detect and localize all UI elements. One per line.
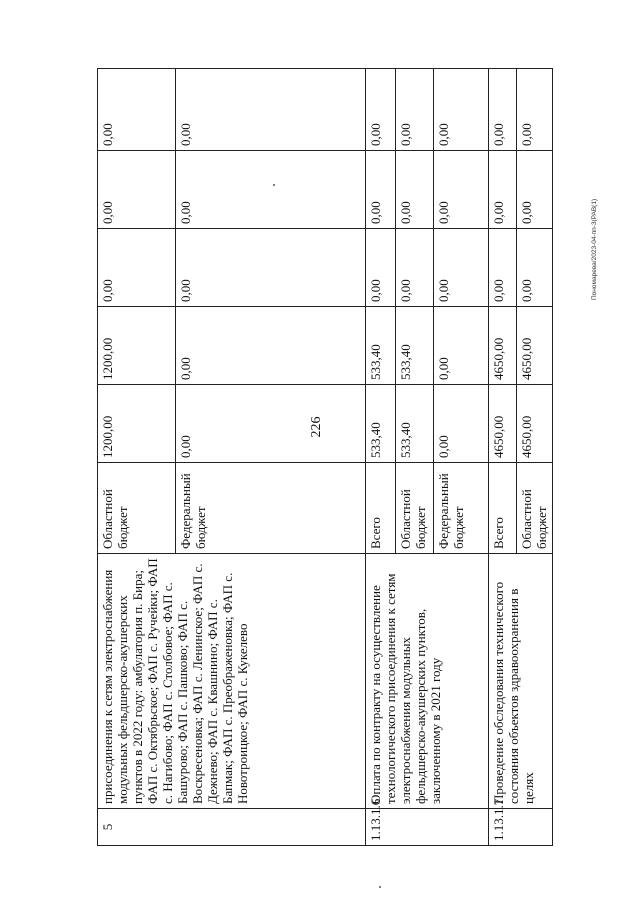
value-cell: 0,00 <box>434 151 489 229</box>
value-cell: 4650,00 <box>517 385 553 463</box>
value-cell: 0,00 <box>366 229 396 307</box>
funding-source: Всего <box>366 463 396 554</box>
value-cell: 533,40 <box>366 385 396 463</box>
value-cell: 0,00 <box>396 151 434 229</box>
value-cell: 0,00 <box>489 151 517 229</box>
value-cell: 1200,00 <box>98 307 176 385</box>
value-cell: 0,00 <box>434 69 489 151</box>
page-number: 226 <box>309 416 324 438</box>
rotated-table-container <box>97 69 552 846</box>
value-cell: 533,40 <box>396 385 434 463</box>
value-cell: 0,00 <box>517 229 553 307</box>
value-cell: 0,00 <box>176 229 366 307</box>
value-cell: 0,00 <box>396 69 434 151</box>
value-cell: 0,00 <box>517 69 553 151</box>
value-cell: 0,00 <box>489 229 517 307</box>
row-number: 1.13.1.7 <box>489 809 553 846</box>
footer-code: Пономарева/2023-04-пп-3(РАВ(1) <box>591 198 598 300</box>
value-cell: 0,00 <box>176 385 366 463</box>
funding-source: Федеральный бюджет <box>434 463 489 554</box>
table-row <box>98 69 176 846</box>
value-cell: 0,00 <box>396 229 434 307</box>
funding-source: Областной бюджет <box>396 463 434 554</box>
value-cell: 533,40 <box>396 307 434 385</box>
table-row <box>489 69 517 846</box>
value-cell: 0,00 <box>176 151 366 229</box>
funding-source: Всего <box>489 463 517 554</box>
value-cell: 0,00 <box>366 151 396 229</box>
value-cell: 533,40 <box>366 307 396 385</box>
value-cell: 0,00 <box>434 385 489 463</box>
scan-speck <box>273 184 275 186</box>
funding-source: Областной бюджет <box>517 463 553 554</box>
value-cell: 0,00 <box>98 69 176 151</box>
scan-speck <box>379 886 381 888</box>
value-cell: 4650,00 <box>517 307 553 385</box>
value-cell: 4650,00 <box>489 385 517 463</box>
budget-table <box>97 68 553 846</box>
value-cell: 0,00 <box>176 69 366 151</box>
value-cell: 0,00 <box>98 229 176 307</box>
table-row <box>366 69 396 846</box>
value-cell: 0,00 <box>366 69 396 151</box>
value-cell: 0,00 <box>434 307 489 385</box>
funding-source: Областной бюджет <box>98 463 176 554</box>
value-cell: 0,00 <box>434 229 489 307</box>
value-cell: 0,00 <box>489 69 517 151</box>
measure-name: Проведение обследования технического состояния объектов здравоохранения в целях <box>489 554 553 809</box>
measure-name: Оплата по контракту на осуществление технологического присоединения к сетям электроснабжения модульных фельдшерско-акушерских пунктов, заключенному в 2021 году <box>366 554 489 809</box>
measure-name: присоединения к сетям электроснабжения модульных фельдшерско-акушерских пунктов в 2022 году: амбулатория п. Бира; ФАП с. Октябрьское; ФАП с. Ручейки; ФАП с. Нагибово; ФАП с. Столбовое; ФАП с. Башурово; ФАП с. Пашково; ФАП с. Воскресеновка; ФАП с. Ленинское; ФАП с. Дежнево; ФАП с. Квашнино; ФАП с. Бапмак; ФАП с. Преображеновка; ФАП с. Новотроицкое; ФАП с. Кукелево <box>98 554 366 809</box>
value-cell: 1200,00 <box>98 385 176 463</box>
value-cell: 0,00 <box>176 307 366 385</box>
value-cell: 0,00 <box>517 151 553 229</box>
funding-source: Федеральный бюджет <box>176 463 366 554</box>
row-number: 5 <box>98 809 366 846</box>
value-cell: 4650,00 <box>489 307 517 385</box>
row-number: 1.13.1.6 <box>366 809 489 846</box>
value-cell: 0,00 <box>98 151 176 229</box>
